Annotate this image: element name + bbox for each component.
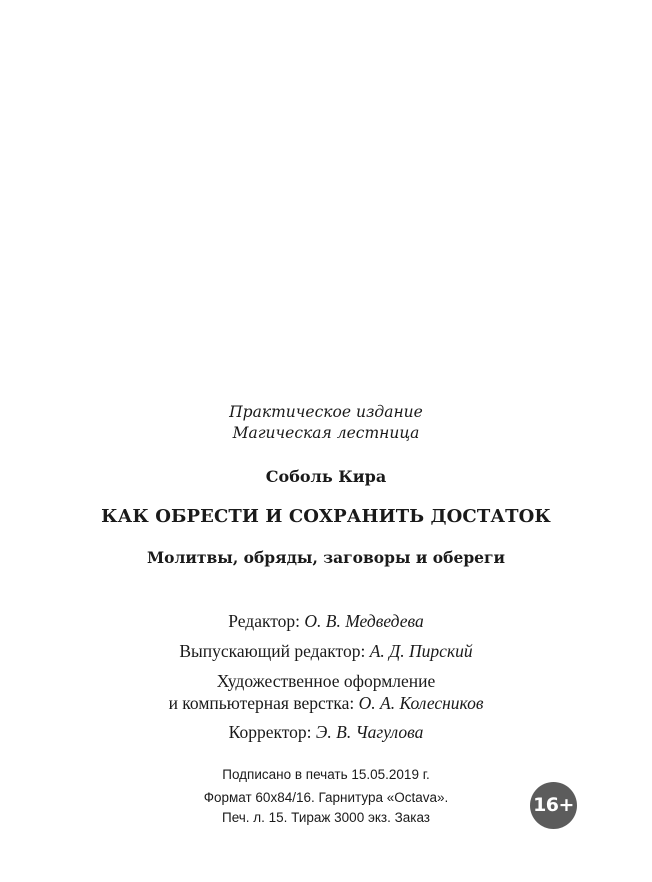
credit-executive-editor bbox=[0, 640, 652, 662]
author-name: Соболь Кира bbox=[265, 467, 387, 486]
credit-design-name: О. А. Колесников bbox=[358, 693, 484, 713]
imprint-signed-date: Подписано в печать 15.05.2019 г. bbox=[222, 767, 430, 782]
series-name: Магическая лестница bbox=[232, 424, 420, 442]
credit-executive-editor-name: А. Д. Пирский bbox=[369, 641, 473, 661]
book-subtitle: Молитвы, обряды, заговоры и обереги bbox=[146, 548, 506, 567]
credit-design-line2 bbox=[0, 692, 652, 714]
credit-corrector-label: Корректор: bbox=[228, 722, 316, 742]
credit-executive-editor-label: Выпускающий редактор: bbox=[179, 641, 370, 661]
credit-design-label-line2: и компьютерная верстка: bbox=[168, 693, 359, 713]
credit-design bbox=[0, 670, 652, 714]
credit-corrector bbox=[0, 721, 652, 743]
credit-corrector-name: Э. В. Чагулова bbox=[315, 722, 424, 742]
edition-type: Практическое издание bbox=[229, 403, 423, 421]
imprint-format: Формат 60х84/16. Гарнитура «Octava». bbox=[203, 790, 449, 805]
credit-editor-label: Редактор: bbox=[228, 611, 305, 631]
credit-editor bbox=[0, 610, 652, 632]
series-info bbox=[0, 402, 652, 444]
credit-editor-name: О. В. Медведева bbox=[304, 611, 424, 631]
age-rating-badge: 16+ bbox=[530, 782, 577, 829]
credit-design-label-line1: Художественное оформление bbox=[216, 671, 436, 691]
book-title: КАК ОБРЕСТИ И СОХРАНИТЬ ДОСТАТОК bbox=[101, 506, 551, 527]
imprint-print-run: Печ. л. 15. Тираж 3000 экз. Заказ bbox=[221, 810, 431, 825]
